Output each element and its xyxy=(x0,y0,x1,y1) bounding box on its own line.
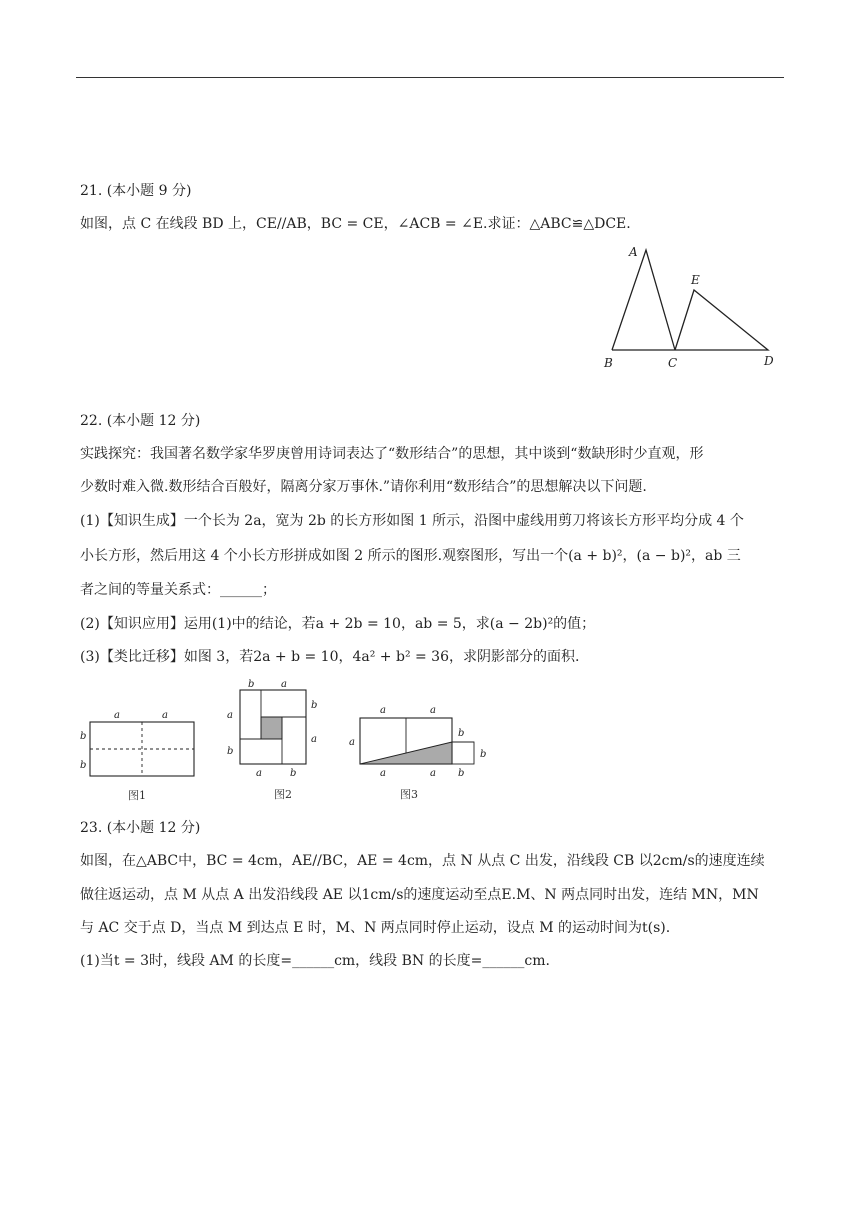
q22-part1-line1: (1)【知识生成】一个长为 2a，宽为 2b 的长方形如图 1 所示，沿图中虚线用剪刀将该长方形平均分成 4 个 xyxy=(80,513,744,529)
q23-part1: (1)当t = 3时，线段 AM 的长度=______cm，线段 BN 的长度=______cm. xyxy=(80,953,550,969)
fig3-label-b-right: b xyxy=(480,749,487,760)
fig2-label-b-left: b xyxy=(227,746,234,757)
q21-text: 如图，点 C 在线段 BD 上，CE//AB，BC = CE，∠ACB = ∠E.求证：△ABC≌△DCE. xyxy=(80,216,631,232)
point-b-label: B xyxy=(604,356,613,370)
fig2-label-b-top: b xyxy=(248,679,255,690)
figure-1 xyxy=(76,706,200,806)
fig3-label-b-topright: b xyxy=(458,728,465,739)
q22-part3: (3)【类比迁移】如图 3，若2a + b = 10，4a² + b² = 36，求阴影部分的面积. xyxy=(80,649,580,665)
figure-3-caption: 图3 xyxy=(400,788,418,801)
fig3-label-a-top1: a xyxy=(380,705,386,716)
point-e-label: E xyxy=(691,273,700,287)
q22-part1-line2: 小长方形，然后用这 4 个小长方形拼成如图 2 所示的图形.观察图形，写出一个(a + b)²，(a − b)²，ab 三 xyxy=(80,548,741,564)
fig2-label-b-right: b xyxy=(311,700,318,711)
fig1-label-b1: b xyxy=(80,731,87,742)
fig3-label-a-left: a xyxy=(349,737,355,748)
triangle-dce xyxy=(612,290,768,350)
figure-2 xyxy=(222,676,326,806)
q21-triangle-figure xyxy=(596,240,786,375)
fig2-label-a-right: a xyxy=(311,734,317,745)
figure-3 xyxy=(344,698,494,806)
figure-2-caption: 图2 xyxy=(274,788,292,801)
q23-text-line3: 与 AC 交于点 D，当点 M 到达点 E 时，M、N 两点同时停止运动，设点 M 的运动时间为t(s). xyxy=(80,920,671,936)
figure-1-caption: 图1 xyxy=(128,789,146,802)
fig1-label-a2: a xyxy=(162,710,168,721)
fig2-label-a-left: a xyxy=(227,710,233,721)
fig3-label-a-bottom1: a xyxy=(380,768,386,779)
q22-part2: (2)【知识应用】运用(1)中的结论，若a + 2b = 10，ab = 5，求(a − 2b)²的值； xyxy=(80,616,596,632)
fig3-label-a-bottom2: a xyxy=(430,768,436,779)
q22-intro-line2: 少数时难入微.数形结合百般好，隔离分家万事休.”请你利用“数形结合”的思想解决以下问题. xyxy=(80,479,647,495)
fig3-label-a-top2: a xyxy=(430,705,436,716)
fig1-label-a1: a xyxy=(114,710,120,721)
q22-intro-line1: 实践探究：我国著名数学家华罗庚曾用诗词表达了“数形结合”的思想，其中谈到“数缺形时少直观，形 xyxy=(80,446,704,462)
point-d-label: D xyxy=(764,354,774,368)
q23-text-line1: 如图，在△ABC中，BC = 4cm，AE//BC，AE = 4cm，点 N 从点 C 出发，沿线段 CB 以2cm/s的速度连续 xyxy=(80,853,765,869)
header-rule xyxy=(76,77,784,78)
q21-header: 21. (本小题 9 分) xyxy=(80,183,192,199)
q22-header: 22. (本小题 12 分) xyxy=(80,413,201,429)
q23-header: 23. (本小题 12 分) xyxy=(80,820,201,836)
q22-part1-line3: 者之间的等量关系式：______； xyxy=(80,582,276,598)
fig1-label-b2: b xyxy=(80,760,87,771)
triangle-abc xyxy=(612,250,675,350)
point-a-label: A xyxy=(629,245,638,259)
point-c-label: C xyxy=(668,356,678,370)
fig2-label-b-bottom: b xyxy=(290,768,297,779)
fig2-label-a-top: a xyxy=(281,679,287,690)
q23-text-line2: 做往返运动，点 M 从点 A 出发沿线段 AE 以1cm/s的速度运动至点E.M、N 两点同时出发，连结 MN，MN xyxy=(80,887,759,903)
fig2-label-a-bottom: a xyxy=(256,768,262,779)
fig3-label-b-bottom: b xyxy=(458,768,465,779)
fig2-shaded-square xyxy=(261,717,282,739)
